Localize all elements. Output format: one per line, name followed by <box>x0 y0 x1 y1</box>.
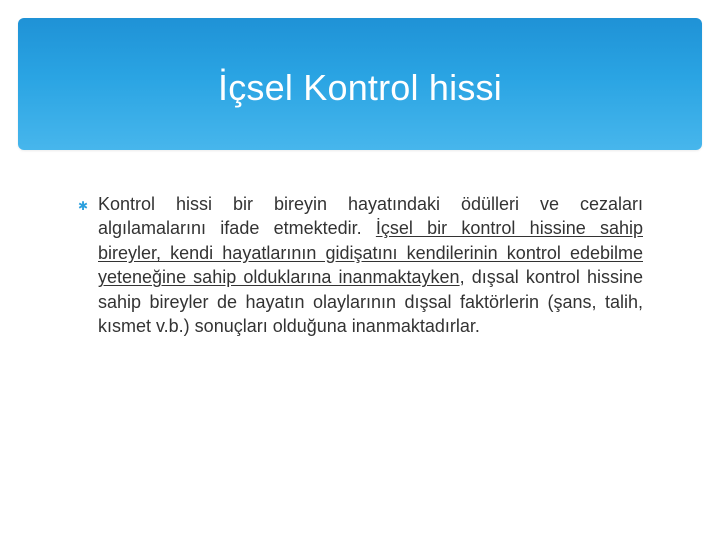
bullet-text-part-2: , dışsal kontrol hissine sahip bireyler de hayatın olaylarının dışsal faktörlerin (şans, talih, kısmet v.b.) sonuçları olduğuna inanmaktadırlar. <box>98 267 643 337</box>
slide-content <box>78 192 643 422</box>
bullet-text-part-1: Kontrol hissi bir bireyin hayatındaki ödülleri ve cezaları algılamalarını ifade etmektedir. <box>98 194 643 239</box>
bullet-text <box>98 192 643 338</box>
slide-title: İçsel Kontrol hissi <box>218 67 502 108</box>
asterisk-bullet-icon: ✱ <box>78 199 89 213</box>
bullet-text-underlined: İçsel bir kontrol hissine sahip bireyler, kendi hayatlarının gidişatını kendilerinin kontrol edebilme yeteneğine sahip olduklarına inanmaktayken <box>98 218 643 288</box>
title-band <box>18 18 702 150</box>
